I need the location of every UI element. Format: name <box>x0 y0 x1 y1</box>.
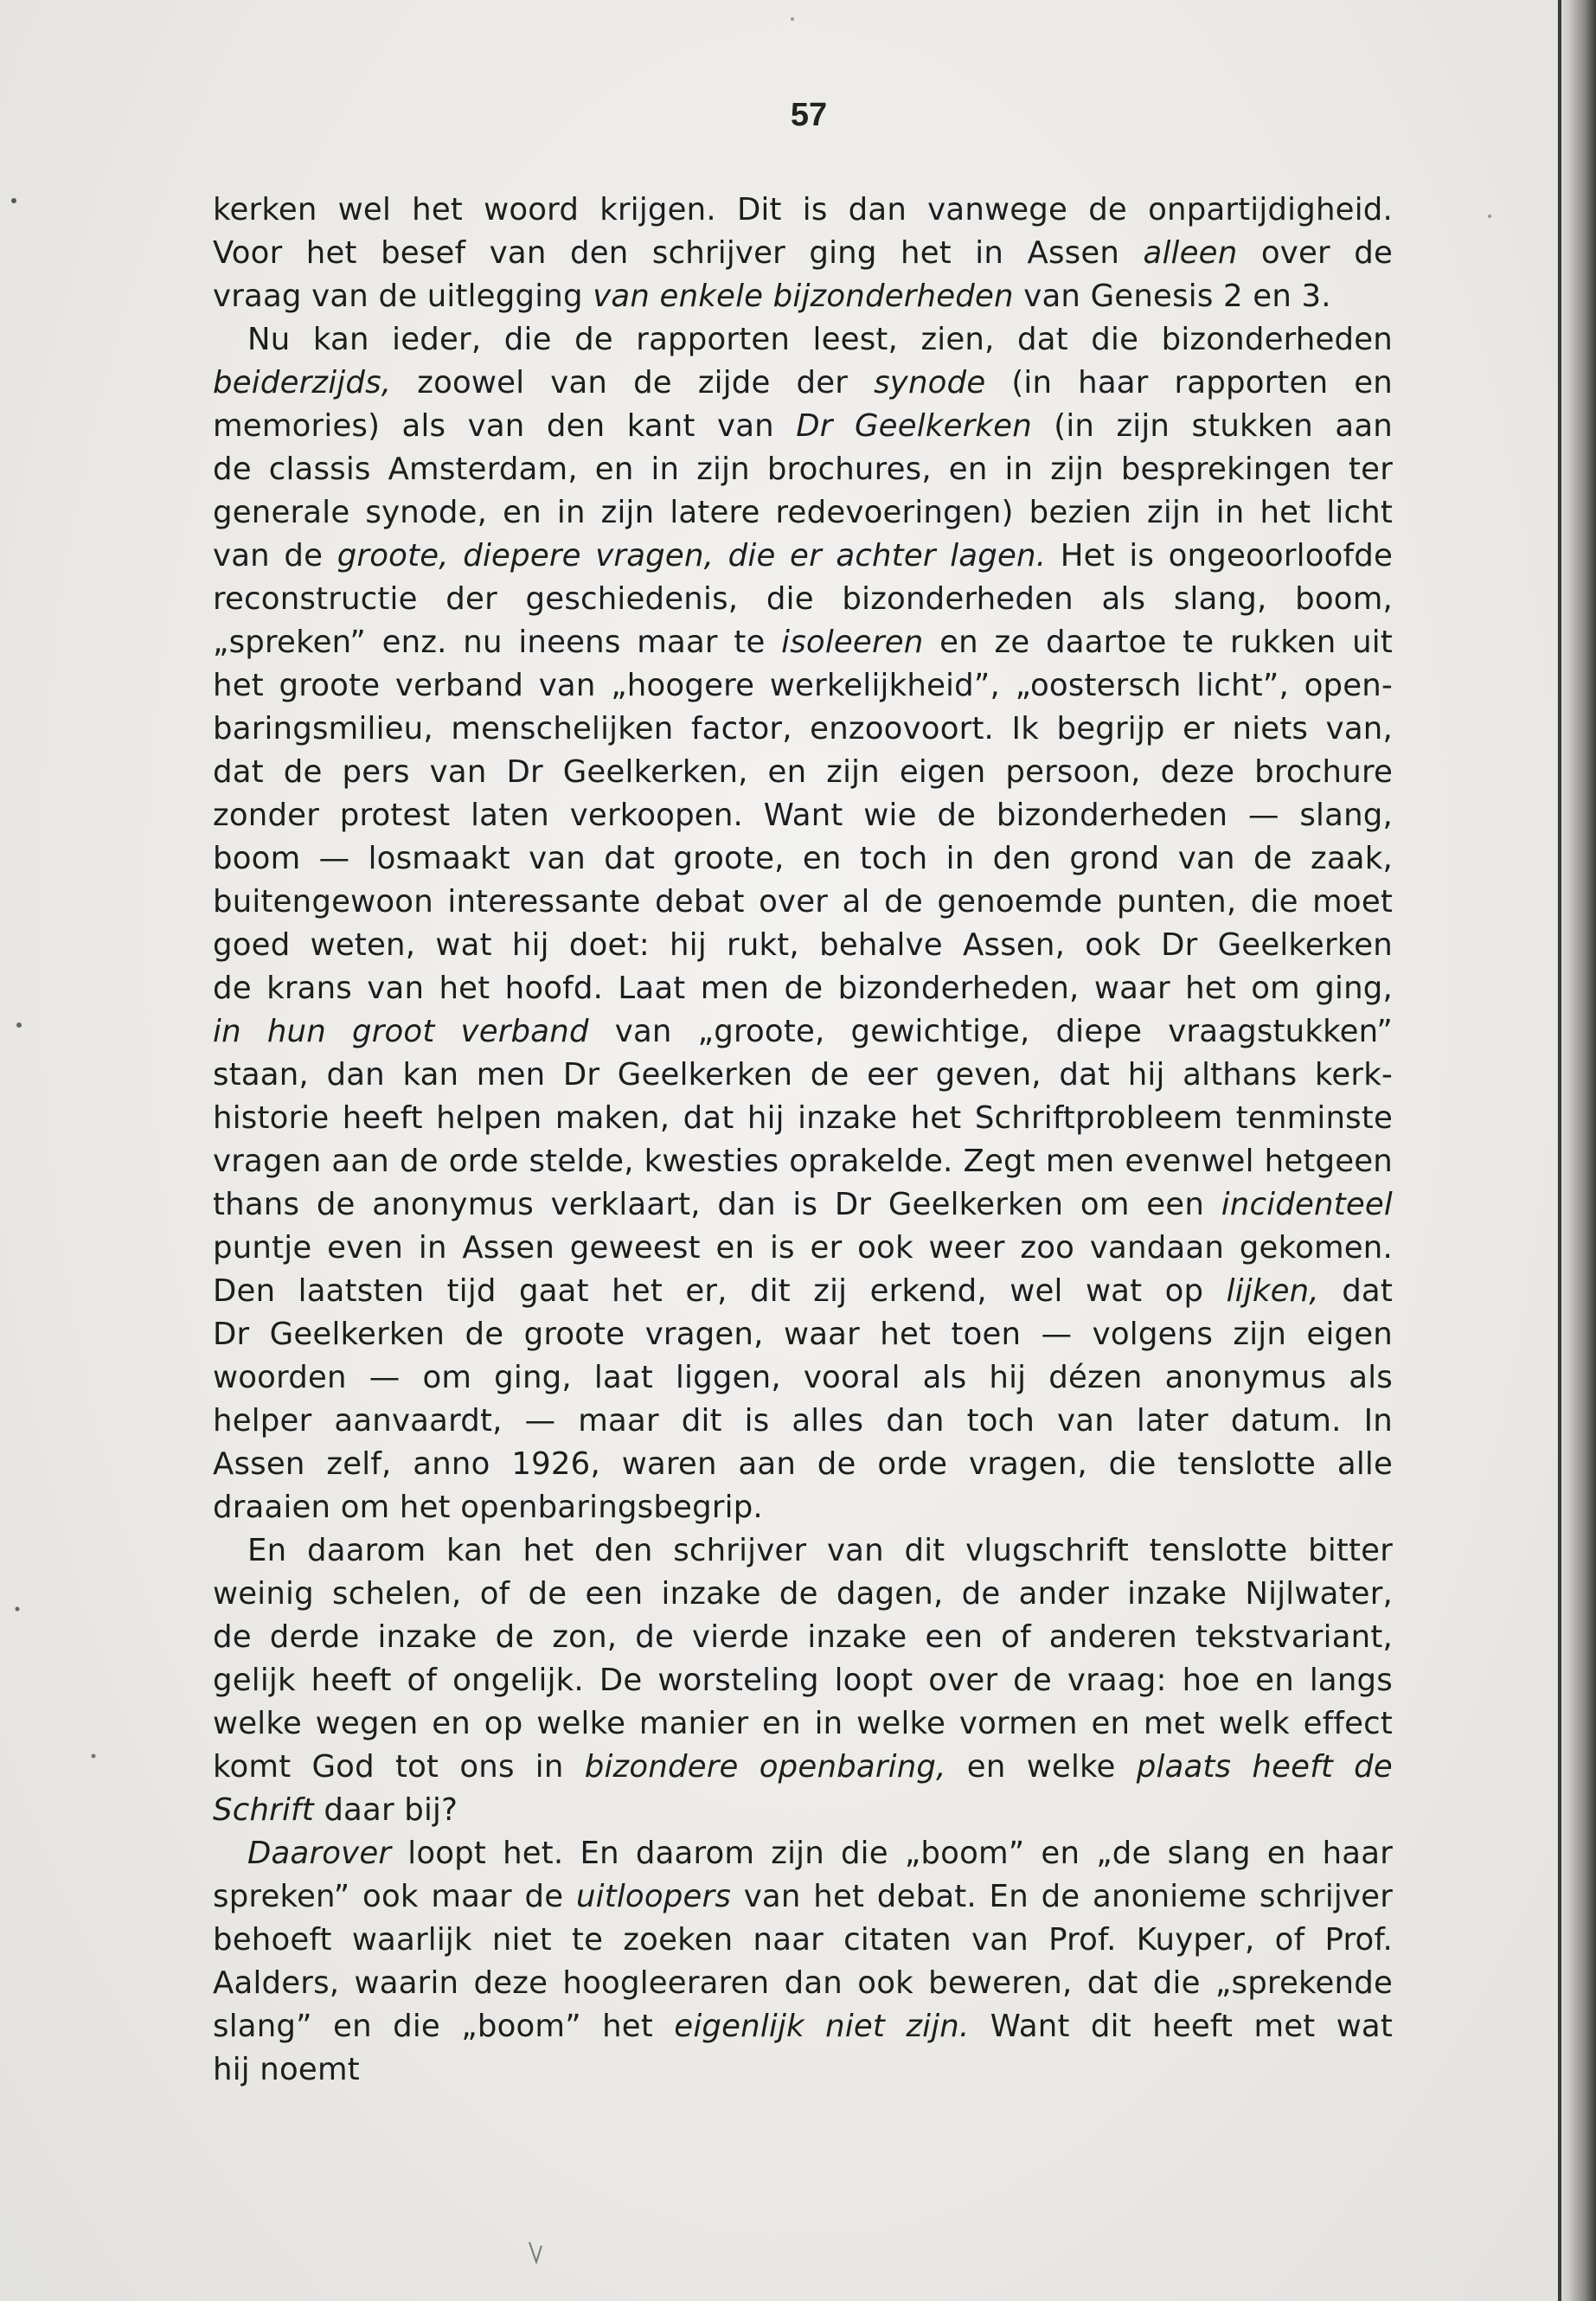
text-line <box>213 189 1393 232</box>
text-run: kerken wel het woord krijgen. Dit is dan vanwege de onpartijdigheid. <box>213 192 1393 228</box>
text-line <box>213 275 1393 318</box>
italic-text: lijken, <box>1226 1273 1319 1309</box>
text-line <box>213 1270 1393 1313</box>
text-run: Dr Geelkerken de groote vragen, waar het toen — volgens zijn eigen <box>213 1317 1393 1352</box>
text-line <box>213 2048 1393 2092</box>
italic-text: Schrift <box>213 1792 314 1828</box>
text-run: behoeft waarlijk niet te zoeken naar citaten van Prof. Kuyper, of Prof. <box>213 1922 1393 1958</box>
text-line <box>213 535 1393 578</box>
text-line <box>213 491 1393 535</box>
italic-text: uitloopers <box>575 1879 732 1914</box>
italic-text: alleen <box>1143 235 1238 271</box>
text-line <box>213 1659 1393 1702</box>
text-line <box>213 1356 1393 1400</box>
text-run: de derde inzake de zon, de vierde inzake een of anderen tekstvariant, <box>213 1619 1393 1655</box>
text-run: En daarom kan het den schrijver van dit vlugschrift tenslotte bitter <box>247 1533 1393 1568</box>
text-line <box>213 1529 1393 1573</box>
text-line <box>213 708 1393 751</box>
text-run: staan, dan kan men Dr Geelkerken de eer geven, dat hij althans kerk- <box>213 1057 1393 1093</box>
text-run: Aalders, waarin deze hoogleeraren dan ook beweren, dat die „sprekende <box>213 1965 1393 2001</box>
text-run: weinig schelen, of de een inzake de dagen, de ander inzake Nijlwater, <box>213 1576 1393 1612</box>
text-run: van „groote, gewichtige, diepe vraagstukken” <box>588 1014 1393 1049</box>
text-line <box>213 1573 1393 1616</box>
text-run: (in zijn stukken aan <box>1031 408 1393 444</box>
text-line <box>213 448 1393 491</box>
text-line <box>213 1443 1393 1486</box>
italic-text: in hun groot verband <box>213 1014 589 1049</box>
text-run: thans de anonymus verklaart, dan is Dr Geelkerken om een <box>213 1187 1221 1222</box>
text-line <box>213 837 1393 881</box>
text-line <box>213 1616 1393 1659</box>
text-run: spreken” ook maar de <box>213 1879 576 1914</box>
text-line <box>213 2005 1393 2048</box>
text-run: en welke <box>945 1749 1137 1785</box>
text-run: (in haar rapporten en <box>985 365 1393 401</box>
italic-text: Dr Geelkerken <box>796 408 1032 444</box>
text-run: dat de pers van Dr Geelkerken, en zijn eigen persoon, deze brochure <box>213 754 1393 790</box>
text-run: Assen zelf, anno 1926, waren aan de orde vragen, die tenslotte alle <box>213 1446 1393 1482</box>
text-line <box>213 362 1393 405</box>
text-run: Want dit heeft met wat <box>969 2009 1393 2044</box>
italic-text: synode <box>874 365 986 401</box>
text-line <box>213 967 1393 1010</box>
text-run: vraag van de uitlegging <box>213 279 593 314</box>
page-number: 57 <box>790 97 828 133</box>
text-line <box>213 1140 1393 1183</box>
text-line <box>213 1097 1393 1140</box>
text-run: zonder protest laten verkoopen. Want wie de bizonderheden — slang, <box>213 798 1393 833</box>
text-run: hij noemt <box>213 2052 360 2087</box>
text-line <box>213 621 1393 664</box>
binding-edge <box>1556 0 1596 2301</box>
text-run: van de <box>213 538 337 574</box>
text-run: komt God tot ons in <box>213 1749 585 1785</box>
text-line <box>213 751 1393 794</box>
text-run: daar bij? <box>313 1792 458 1828</box>
text-line <box>213 1746 1393 1789</box>
italic-text: plaats heeft de <box>1136 1749 1393 1785</box>
text-line <box>213 1919 1393 1962</box>
text-run: loopt het. En daarom zijn die „boom” en „de slang en haar <box>391 1836 1393 1871</box>
text-run: Voor het besef van den schrijver ging het in Assen <box>213 235 1144 271</box>
text-run: en ze daartoe te rukken uit <box>923 625 1393 660</box>
text-line <box>213 794 1393 837</box>
text-run: van het debat. En de anonieme schrijver <box>731 1879 1393 1914</box>
text-run: puntje even in Assen geweest en is er ook weer zoo vandaan gekomen. <box>213 1230 1393 1266</box>
text-run: goed weten, wat hij doet: hij rukt, behalve Assen, ook Dr Geelkerken <box>213 927 1393 963</box>
text-line <box>213 1313 1393 1356</box>
italic-text: beiderzijds, <box>213 365 392 401</box>
text-run: Nu kan ieder, die de rapporten leest, zien, dat die bizonderheden <box>247 322 1393 357</box>
text-run: vragen aan de orde stelde, kwesties oprakelde. Zegt men evenwel hetgeen <box>213 1144 1393 1179</box>
text-line <box>213 664 1393 708</box>
text-line <box>213 318 1393 362</box>
italic-text: eigenlijk niet zijn. <box>674 2009 970 2044</box>
text-run: draaien om het openbaringsbegrip. <box>213 1490 763 1525</box>
text-run: „spreken” enz. nu ineens maar te <box>213 625 782 660</box>
text-run: van Genesis 2 en 3. <box>1013 279 1331 314</box>
text-line <box>213 1875 1393 1919</box>
text-line <box>213 578 1393 621</box>
italic-text: isoleeren <box>781 625 924 660</box>
text-run: zoowel van de zijde der <box>391 365 875 401</box>
text-line <box>213 1400 1393 1443</box>
text-run: over de <box>1237 235 1393 271</box>
text-run: generale synode, en in zijn latere redevoeringen) bezien zijn in het licht <box>213 495 1393 530</box>
text-run: dat <box>1318 1273 1393 1309</box>
text-line <box>213 1832 1393 1875</box>
text-run: memories) als van den kant van <box>213 408 797 444</box>
text-line <box>213 924 1393 967</box>
text-run: de krans van het hoofd. Laat men de bizonderheden, waar het om ging, <box>213 971 1393 1006</box>
italic-text: groote, diepere vragen, die er achter lagen. <box>337 538 1047 574</box>
text-run: buitengewoon interessante debat over al de genoemde punten, die moet <box>213 884 1393 920</box>
text-run: baringsmilieu, menschelijken factor, enzoovoort. Ik begrijp er niets van, <box>213 711 1393 747</box>
binding-shadow-line <box>1558 0 1561 2301</box>
text-run: gelijk heeft of ongelijk. De worsteling loopt over de vraag: hoe en langs <box>213 1663 1393 1698</box>
text-run: historie heeft helpen maken, dat hij inzake het Schriftprobleem tenminste <box>213 1100 1393 1136</box>
text-line <box>213 1789 1393 1832</box>
text-line <box>213 1227 1393 1270</box>
text-line <box>213 405 1393 448</box>
text-run: het groote verband van „hoogere werkelijkheid”, „oostersch licht”, open- <box>213 668 1393 703</box>
text-run: woorden — om ging, laat liggen, vooral als hij dézen anonymus als <box>213 1360 1393 1395</box>
text-run: reconstructie der geschiedenis, die bizonderheden als slang, boom, <box>213 581 1393 617</box>
text-run: welke wegen en op welke manier en in welke vormen en met welk effect <box>213 1706 1393 1741</box>
text-line <box>213 1962 1393 2005</box>
text-run: Het is ongeoorloofde <box>1046 538 1394 574</box>
text-run: helper aanvaardt, — maar dit is alles dan toch van later datum. In <box>213 1403 1393 1439</box>
text-run: boom — losmaakt van dat groote, en toch in den grond van de zaak, <box>213 841 1393 876</box>
italic-text: incidenteel <box>1221 1187 1393 1222</box>
text-line <box>213 1702 1393 1746</box>
text-run: de classis Amsterdam, en in zijn brochures, en in zijn besprekingen ter <box>213 452 1393 487</box>
text-line <box>213 1183 1393 1227</box>
italic-text: bizondere openbaring, <box>584 1749 946 1785</box>
body-text <box>213 189 1393 2092</box>
text-run: slang” en die „boom” het <box>213 2009 675 2044</box>
text-line <box>213 1054 1393 1097</box>
text-line <box>213 1486 1393 1529</box>
italic-text: Daarover <box>247 1836 392 1871</box>
text-line <box>213 1010 1393 1054</box>
text-line <box>213 881 1393 924</box>
text-run: Den laatsten tijd gaat het er, dit zij erkend, wel wat op <box>213 1273 1227 1309</box>
text-line <box>213 232 1393 275</box>
italic-text: van enkele bijzonderheden <box>593 279 1014 314</box>
